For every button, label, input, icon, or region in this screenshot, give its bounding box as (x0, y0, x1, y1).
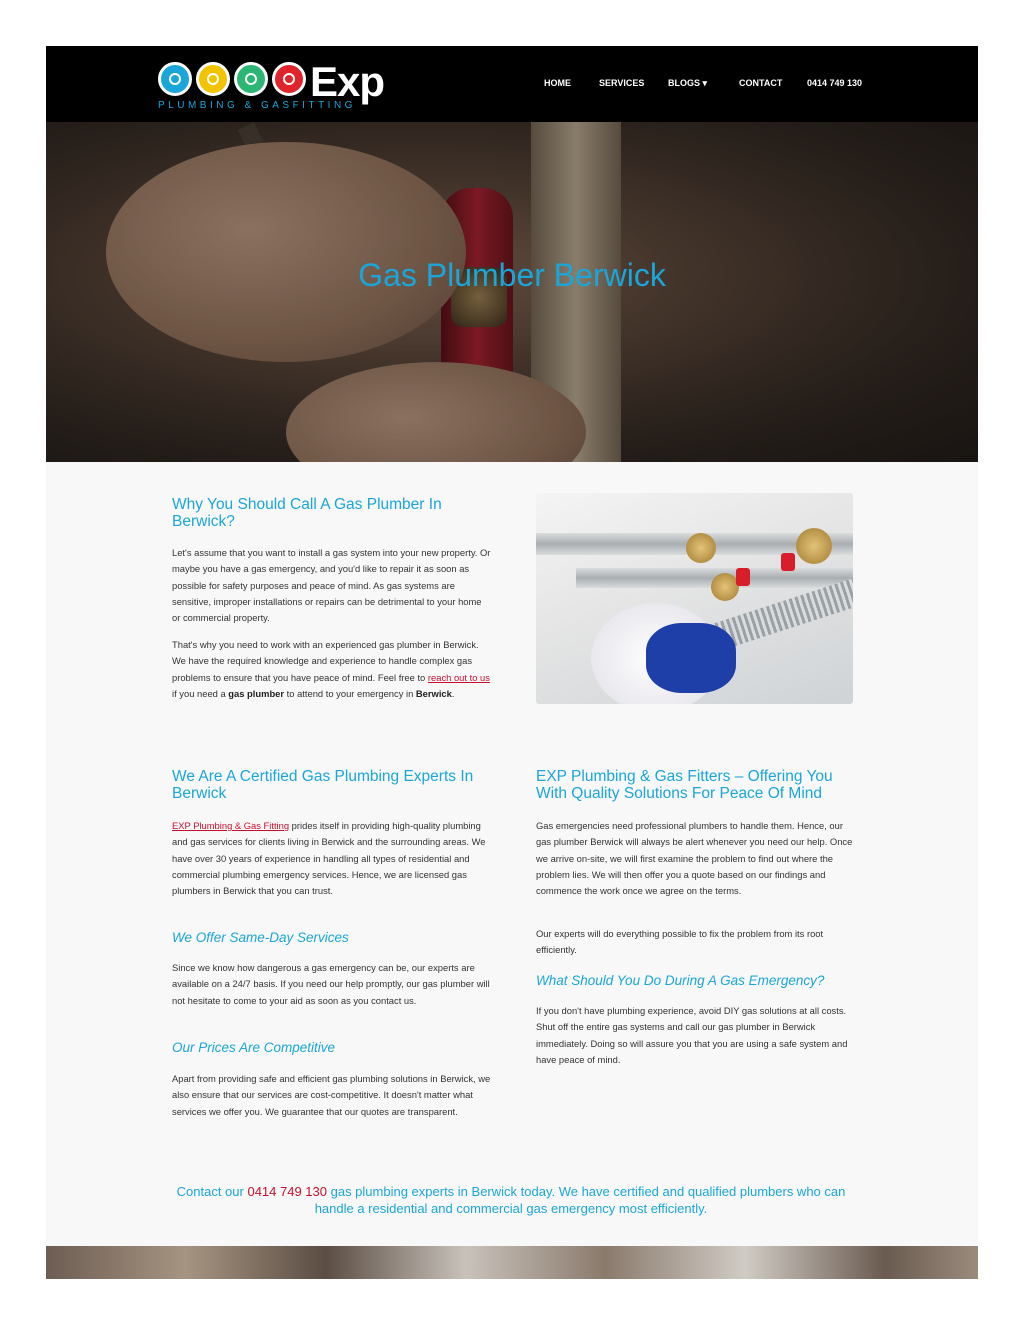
cta-text-post: gas plumbing experts in Berwick today. We have certified and qualified plumbers who can handle a residential and commercial gas emergency most efficiently. (314, 1184, 846, 1216)
photo-brass-fitting-1 (686, 533, 716, 563)
cta-phone-link[interactable]: 0414 749 130 (247, 1184, 327, 1199)
competitive-para: Apart from providing safe and efficient gas plumbing solutions in Berwick, we also ensure that our services are cost-competitive. It doesn't matter what services we offer you. We guarantee that our quotes are transparent. (172, 1073, 491, 1117)
photo-red-valve-2 (781, 553, 795, 571)
certified-para (172, 818, 492, 899)
exp-plumbing-link[interactable]: EXP Plumbing & Gas Fitting (172, 820, 290, 831)
certified-heading: We Are A Certified Gas Plumbing Experts In Berwick (172, 768, 474, 802)
emergency-para: If you don't have plumbing experience, avoid DIY gas solutions at all costs. Shut off the entire gas systems and call our gas plumber in Berwick immediately. Doing so will assure you that you are using a safe system and have peace of mind. (536, 1005, 848, 1065)
section1-para2-text-a: That's why you need to work with an experienced gas plumber in Berwick. We have the required knowledge and experience to handle complex gas problems to ensure that you have peace of mind. Feel free to (172, 639, 479, 683)
competitive-subheading: Our Prices Are Competitive (172, 1040, 336, 1055)
photo-brass-fitting-3 (711, 573, 739, 601)
water-drop-icon (158, 62, 192, 96)
nav-services[interactable]: SERVICES (599, 78, 645, 88)
nav-home[interactable]: HOME (544, 78, 571, 88)
emergency-subheading: What Should You Do During A Gas Emergency? (536, 973, 825, 988)
page-title: Gas Plumber Berwick (358, 257, 666, 293)
logo-wordmark: Exp (310, 58, 385, 105)
same-day-subheading: We Offer Same-Day Services (172, 930, 349, 945)
quality-solutions-heading: EXP Plumbing & Gas Fitters – Offering You With Quality Solutions For Peace Of Mind (536, 768, 833, 802)
photo-red-valve-1 (736, 568, 750, 586)
nav-blogs[interactable]: BLOGS ▾ (668, 78, 708, 88)
section1-para2-text-d: . (451, 687, 455, 699)
section1-para2-text-c: to attend to your emergency in (284, 687, 416, 699)
logo-tagline: PLUMBING & GASFITTING (158, 100, 356, 111)
certified-para-text: prides itself in providing high-quality plumbing and gas services for clients living in Berwick and the surrounding areas. We have over 30 years of experience in handling all types of residential and commercial plumbing emergency services. Hence, we are licensed gas plumbers in Berwick that you can trust. (172, 820, 486, 897)
quality-para1: Gas emergencies need professional plumbers to handle them. Hence, our gas plumber Berwick will always be alert whenever you need our help. Once we arrive on-site, we will first examine the problem to find out where the problem lies. We will then offer you a quote based on our findings and commence the work once we agree on the terms. (536, 820, 853, 897)
footer-image-strip (46, 1246, 978, 1279)
pipe-icon (234, 62, 268, 96)
section1-para2-text-b: if you need a (172, 687, 229, 699)
nav-contact[interactable]: CONTACT (739, 78, 783, 88)
roof-icon (272, 62, 306, 96)
section1-para1: Let's assume that you want to install a gas system into your new property. Or maybe you have a gas emergency, and you'd like to repair it as soon as possible for safety purposes and peace of mind. As gas systems are sensitive, improper installations or repairs can be detrimental to your home or commercial property. (172, 547, 491, 624)
reach-out-link[interactable]: reach out to us (427, 671, 490, 683)
section1-para2-bold-gas-plumber: gas plumber (228, 687, 285, 699)
section1-para2-bold-berwick: Berwick (415, 687, 452, 699)
photo-blue-glove (646, 623, 736, 693)
gas-bottle-icon (196, 62, 230, 96)
section1-heading: Why You Should Call A Gas Plumber In Berwick? (172, 496, 442, 530)
top-navigation-bar (46, 46, 978, 122)
contact-call-to-action (166, 1184, 856, 1217)
page-frame (46, 46, 978, 1279)
gas-fitting-photo (536, 493, 853, 704)
photo-brass-fitting-2 (796, 528, 832, 564)
same-day-para: Since we know how dangerous a gas emergency can be, our experts are available on a 24/7 basis. If you need our help promptly, our gas plumber will not hesitate to come to your aid as soon as you contact us. (172, 962, 490, 1006)
nav-phone[interactable]: 0414 749 130 (807, 78, 863, 88)
cta-text-pre: Contact our (176, 1184, 248, 1199)
section1-para2 (172, 637, 492, 702)
site-logo[interactable] (158, 60, 418, 112)
quality-para2: Our experts will do everything possible to fix the problem from its root efficiently. (536, 928, 824, 956)
hero-banner (46, 122, 978, 462)
